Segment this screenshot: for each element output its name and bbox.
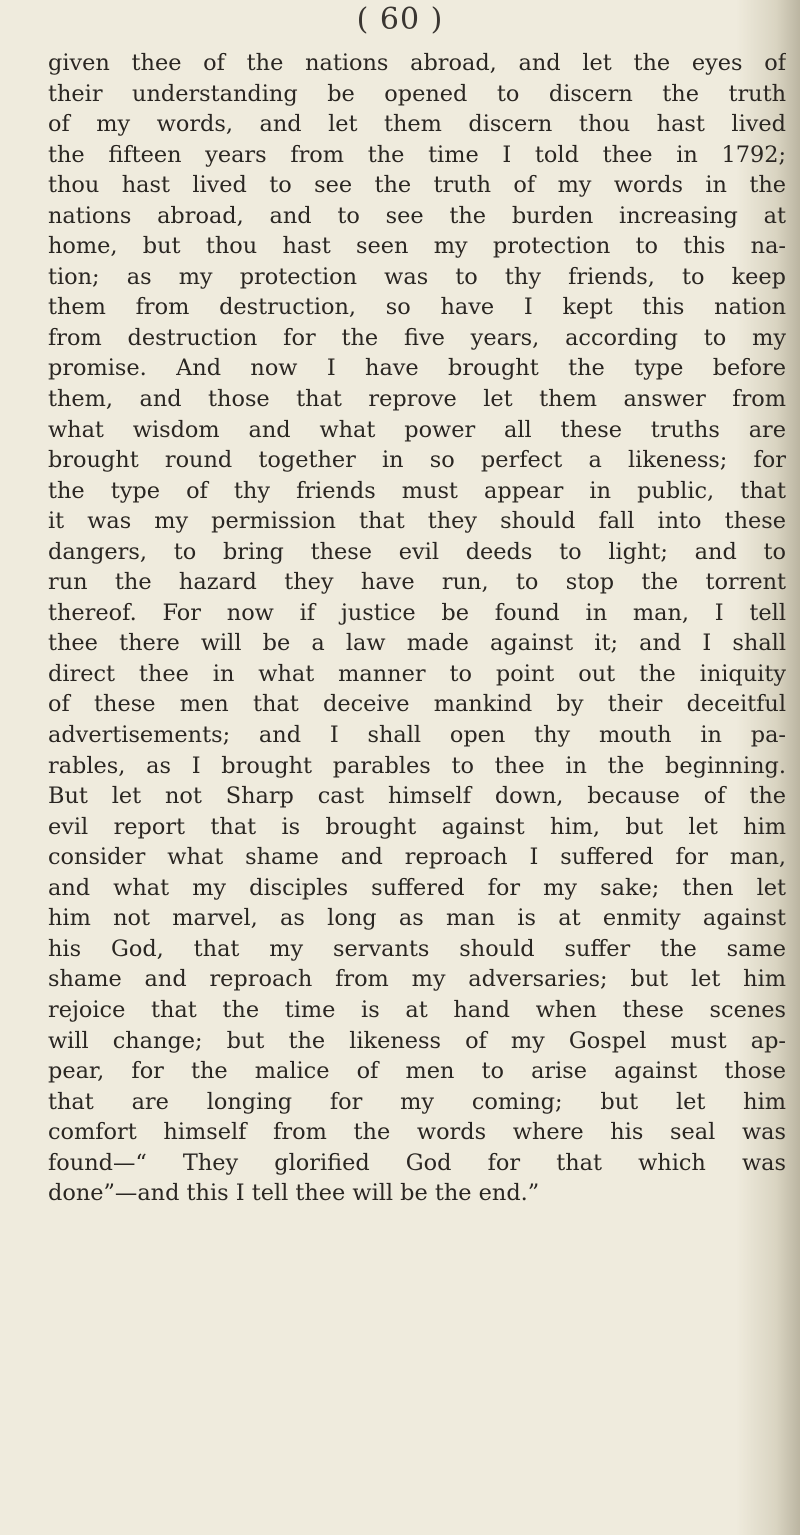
text-line: consider what shame and reproach I suffered for man, xyxy=(48,844,786,871)
text-line: that are longing for my coming; but let him xyxy=(48,1088,786,1115)
text-line: thee there will be a law made against it; and I shall xyxy=(48,630,786,657)
text-line: will change; but the likeness of my Gospel must ap- xyxy=(48,1027,786,1054)
text-line: them from destruction, so have I kept this nation xyxy=(48,294,786,321)
text-line: But let not Sharp cast himself down, because of the xyxy=(48,783,786,810)
text-line: it was my permission that they should fall into these xyxy=(48,508,786,535)
text-line: from destruction for the five years, according to my xyxy=(48,324,786,351)
text-line: shame and reproach from my adversaries; but let him xyxy=(48,966,786,993)
text-line: their understanding be opened to discern the truth xyxy=(48,80,786,107)
text-line: given thee of the nations abroad, and let the eyes of xyxy=(48,50,786,76)
text-line: run the hazard they have run, to stop the torrent xyxy=(48,569,786,596)
body-text xyxy=(48,48,786,1209)
text-line: his God, that my servants should suffer the same xyxy=(48,935,786,962)
text-line: him not marvel, as long as man is at enmity against xyxy=(48,905,786,932)
text-line: brought round together in so perfect a likeness; for xyxy=(48,447,786,474)
text-line: thou hast lived to see the truth of my words in the xyxy=(48,172,786,199)
text-line: dangers, to bring these evil deeds to light; and to xyxy=(48,538,786,565)
text-line: home, but thou hast seen my protection to this na- xyxy=(48,233,786,260)
text-line: thereof. For now if justice be found in man, I tell xyxy=(48,599,786,626)
text-line: of my words, and let them discern thou hast lived xyxy=(48,111,786,138)
text-line: evil report that is brought against him, but let him xyxy=(48,813,786,840)
text-line: rables, as I brought parables to thee in the beginning. xyxy=(48,752,786,779)
text-line: found—“ They glorified God for that which was xyxy=(48,1149,786,1176)
text-line: the fifteen years from the time I told thee in 1792; xyxy=(48,141,786,168)
text-line: the type of thy friends must appear in public, that xyxy=(48,477,786,504)
text-line: tion; as my protection was to thy friends, to keep xyxy=(48,263,786,290)
text-line: comfort himself from the words where his seal was xyxy=(48,1119,786,1146)
text-line: direct thee in what manner to point out the iniquity xyxy=(48,660,786,687)
text-line: of these men that deceive mankind by their deceitful xyxy=(48,691,786,718)
text-line: them, and those that reprove let them answer from xyxy=(48,386,786,413)
text-line: advertisements; and I shall open thy mouth in pa- xyxy=(48,722,786,749)
text-line: and what my disciples suffered for my sake; then let xyxy=(48,874,786,901)
text-line: nations abroad, and to see the burden increasing at xyxy=(48,202,786,229)
text-line: pear, for the malice of men to arise against those xyxy=(48,1058,786,1085)
text-line: rejoice that the time is at hand when these scenes xyxy=(48,996,786,1023)
text-line: promise. And now I have brought the type before xyxy=(48,355,786,382)
text-line: what wisdom and what power all these truths are xyxy=(48,416,786,443)
page-number: ( 60 ) xyxy=(356,2,444,37)
text-line: done”—and this I tell thee will be the end.” xyxy=(48,1180,540,1207)
